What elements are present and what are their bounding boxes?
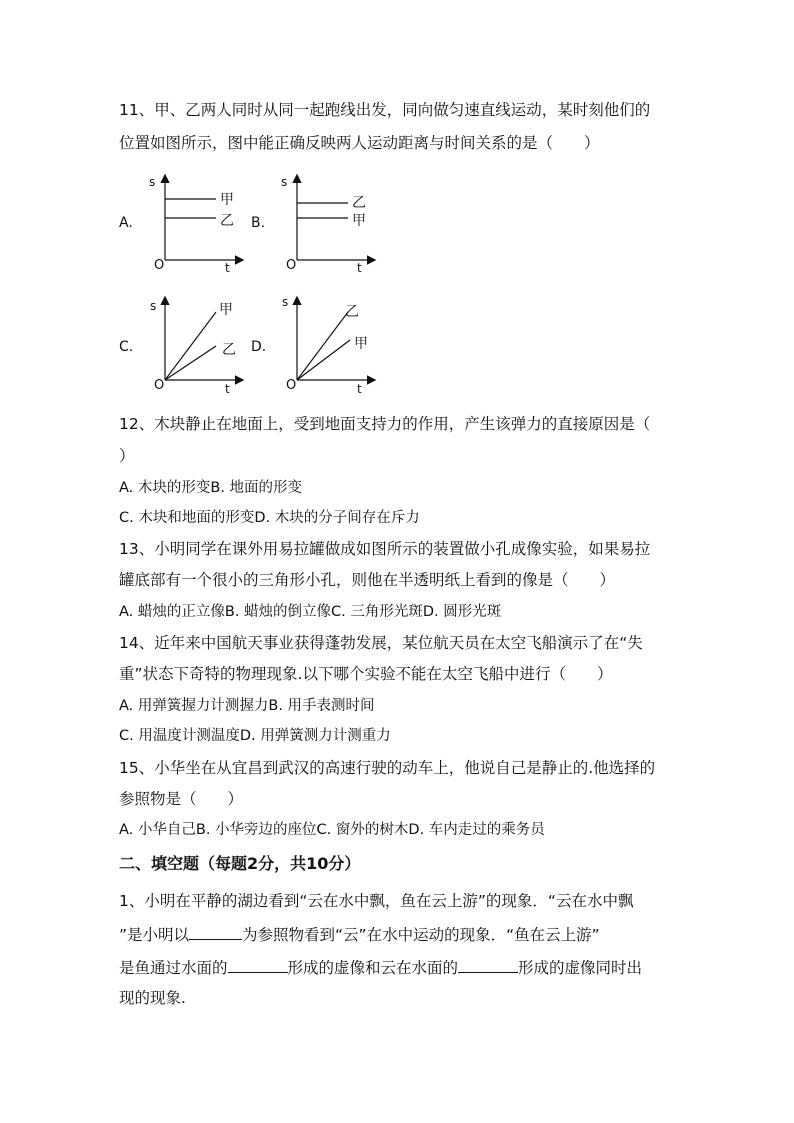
fill1-text-b: 为参照物看到“云”在水中运动的现象．“鱼在云上游” <box>242 926 600 944</box>
section-2-heading: 二、填空题（每题2分，共10分） <box>119 854 361 873</box>
q12-options-2: C. 木块和地面的形变D. 木块的分子间存在斥力 <box>119 510 420 526</box>
q14-options-1: A. 用弹簧握力计测握力B. 用手表测时间 <box>119 698 375 714</box>
graph-b <box>272 168 382 284</box>
option-a-label: A. <box>119 215 133 231</box>
series-shallow-line <box>297 340 350 380</box>
origin-label: O <box>286 378 297 393</box>
x-axis-label: t <box>225 382 230 396</box>
q12-options-1: A. 木块的形变B. 地面的形变 <box>119 480 303 496</box>
fill1-line-2 <box>119 923 600 945</box>
origin-label: O <box>154 378 165 393</box>
q15-options-1: A. 小华自己B. 小华旁边的座位C. 窗外的树木D. 车内走过的乘务员 <box>119 822 545 838</box>
fill-blank-2[interactable] <box>228 956 288 973</box>
y-axis-label: s <box>150 299 157 313</box>
y-axis-label: s <box>281 175 288 189</box>
series-bottom-label: 甲 <box>354 336 368 352</box>
fill1-line-1: 1、小明在平静的湖边看到“云在水中飘，鱼在云上游”的现象．“云在水中飘 <box>119 892 634 910</box>
fill-blank-3[interactable] <box>458 956 518 973</box>
series-bottom-label: 甲 <box>352 213 366 229</box>
q11-line-1: 11、甲、乙两人同时从同一起跑线出发，同向做匀速直线运动，某时刻他们的 <box>119 101 651 119</box>
q13-options-1: A. 蜡烛的正立像B. 蜡烛的倒立像C. 三角形光斑D. 圆形光斑 <box>119 604 502 620</box>
fill1-text-a: ”是小明以 <box>119 926 190 944</box>
fill1-line-3 <box>119 956 642 978</box>
q14-line-2: 重”状态下奇特的物理现象.以下哪个实验不能在太空飞船中进行（ ） <box>119 665 613 683</box>
option-d-label: D. <box>251 339 267 355</box>
q14-line-1: 14、近年来中国航天事业获得蓬勃发展，某位航天员在太空飞船演示了在“失 <box>119 634 643 652</box>
q15-line-2: 参照物是（ ） <box>119 790 244 808</box>
q15-line-1: 15、小华坐在从宜昌到武汉的高速行驶的动车上，他说自己是静止的.他选择的 <box>119 759 656 777</box>
q13-line-2: 罐底部有一个很小的三角形小孔，则他在半透明纸上看到的像是（ ） <box>119 571 616 589</box>
series-top-label: 乙 <box>345 304 359 320</box>
series-bottom-label: 乙 <box>220 213 234 229</box>
q13-line-1: 13、小明同学在课外用易拉罐做成如图所示的装置做小孔成像实验，如果易拉 <box>119 540 651 558</box>
fill1-text-e: 形成的虚像同时出 <box>518 959 643 977</box>
fill1-text-c: 是鱼通过水面的 <box>119 959 228 977</box>
fill1-text-d: 形成的虚像和云在水面的 <box>287 959 459 977</box>
graph-a <box>140 168 250 284</box>
series-steep-line <box>165 312 216 380</box>
series-steep-line <box>297 312 348 380</box>
option-b-label: B. <box>251 215 266 231</box>
series-top-label: 甲 <box>220 192 234 208</box>
x-axis-label: t <box>357 382 362 396</box>
graph-c <box>140 290 250 406</box>
series-top-label: 甲 <box>219 302 233 318</box>
q14-options-2: C. 用温度计测温度D. 用弹簧测力计测重力 <box>119 728 391 744</box>
y-axis-label: s <box>149 175 156 189</box>
q11-line-2: 位置如图所示，图中能正确反映两人运动距离与时间关系的是（ ） <box>119 134 600 152</box>
graph-d <box>272 290 382 406</box>
origin-label: O <box>154 258 165 273</box>
series-top-label: 乙 <box>352 195 366 211</box>
fill1-line-4: 现的现象. <box>119 989 186 1007</box>
x-axis-label: t <box>225 261 230 275</box>
q12-line-1: 12、木块静止在地面上，受到地面支持力的作用，产生该弹力的直接原因是（ <box>119 415 651 433</box>
x-axis-label: t <box>357 261 362 275</box>
q12-line-2: ） <box>119 447 135 465</box>
origin-label: O <box>286 258 297 273</box>
series-shallow-line <box>165 346 216 380</box>
series-bottom-label: 乙 <box>222 342 236 358</box>
option-c-label: C. <box>119 339 134 355</box>
y-axis-label: s <box>282 295 289 309</box>
fill-blank-1[interactable] <box>189 923 242 940</box>
